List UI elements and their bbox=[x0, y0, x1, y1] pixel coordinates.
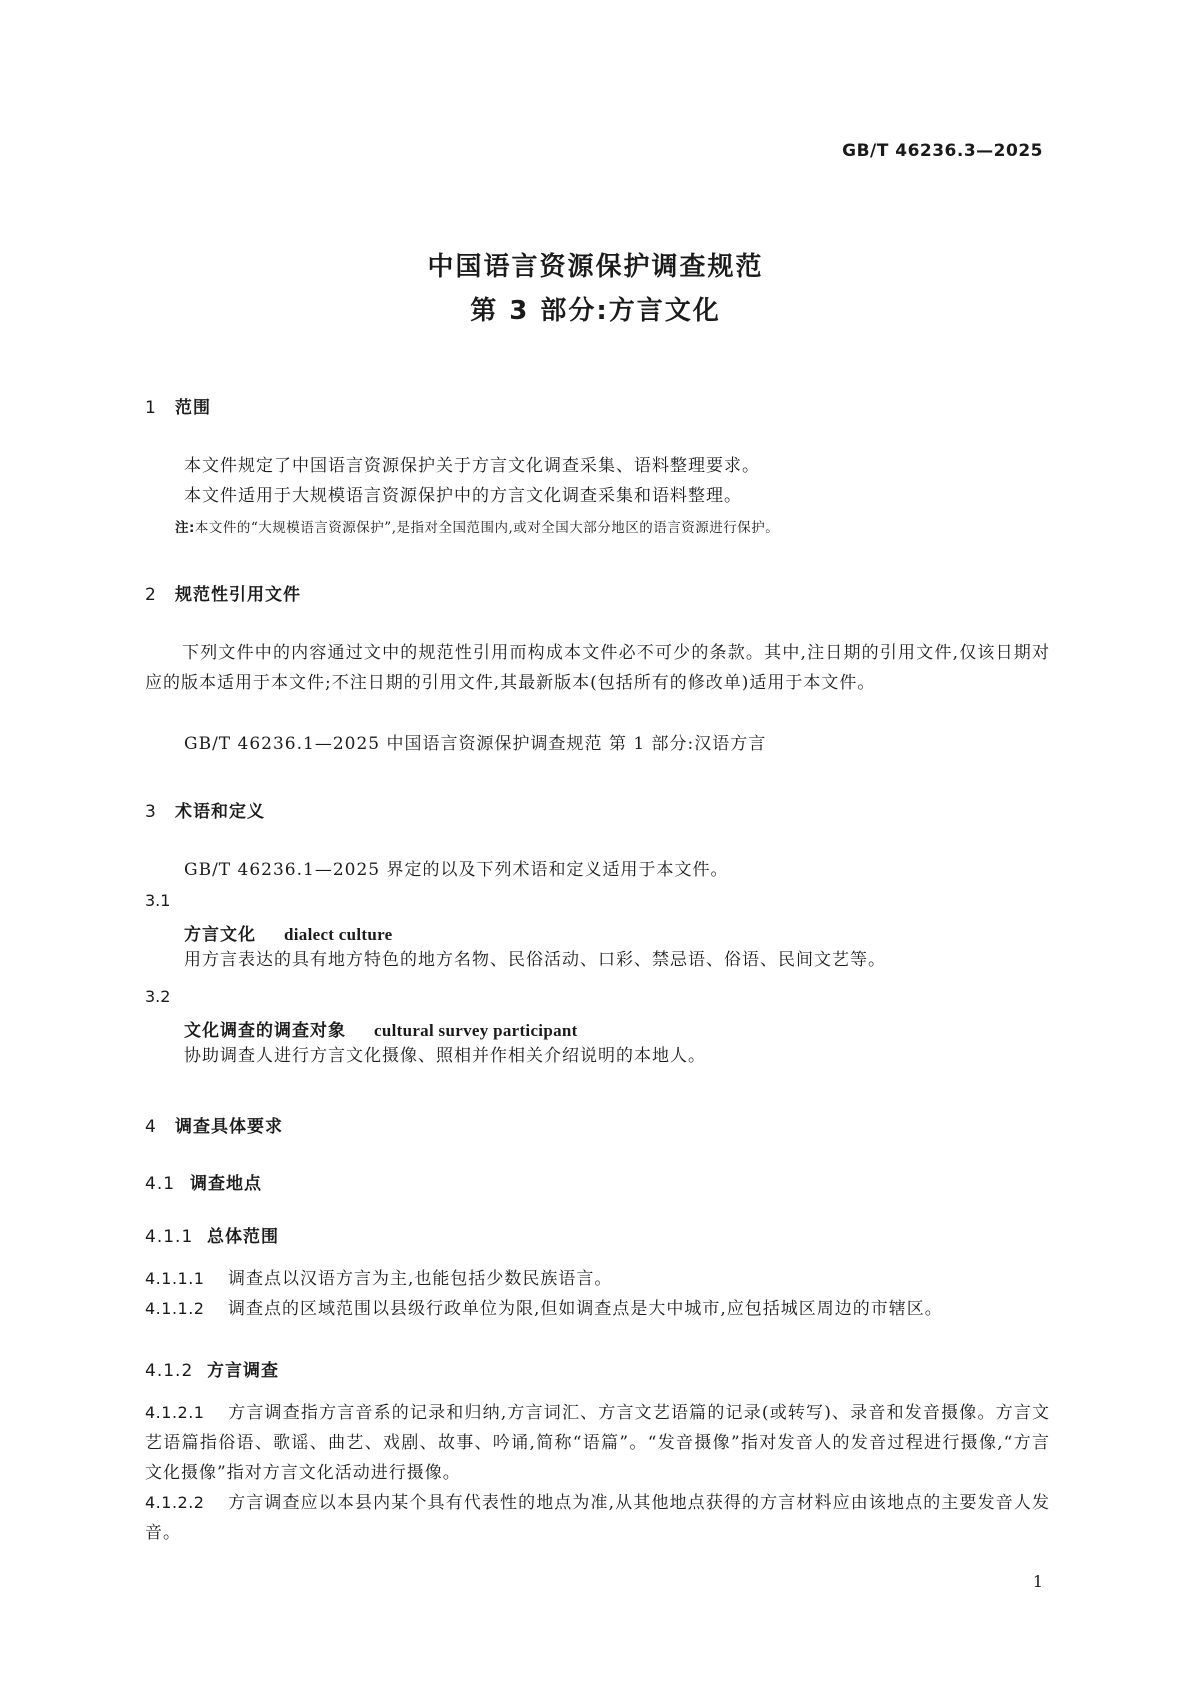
section-4-1-heading bbox=[145, 1169, 262, 1194]
clause-text: 方言调查应以本县内某个具有代表性的地点为准,从其他地点获得的方言材料应由该地点的主要发音人发音。 bbox=[145, 1493, 1050, 1543]
terms-intro: GB/T 46236.1—2025 界定的以及下列术语和定义适用于本文件。 bbox=[184, 860, 729, 880]
document-title: 中国语言资源保护调查规范 bbox=[427, 252, 764, 282]
clause-text: 方言调查指方言音系的记录和归纳,方言词汇、方言文艺语篇的记录(或转写)、录音和发音摄像。方言文艺语篇指俗语、歌谣、曲艺、戏剧、故事、吟诵,简称“语篇”。“发音摄像”指对发音人的发音过程进行摄像,“方言文化摄像”指对方言文化活动进行摄像。 bbox=[145, 1403, 1050, 1483]
clause-number: 4.1.1.1 bbox=[145, 1269, 205, 1288]
clause-4-1-2-2 bbox=[145, 1488, 1050, 1548]
clause-4-1-1-2 bbox=[145, 1294, 943, 1324]
normative-references-paragraph: 下列文件中的内容通过文中的规范性引用而构成本文件必不可少的条款。其中,注日期的引用文件,仅该日期对应的版本适用于本文件;不注日期的引用文件,其最新版本(包括所有的修改单)适用于本文件。 bbox=[145, 643, 1050, 693]
term-entry bbox=[184, 920, 393, 945]
section-number: 4.1.1 bbox=[145, 1227, 194, 1247]
section-number: 4.1.2 bbox=[145, 1361, 194, 1381]
page-number: 1 bbox=[1032, 1572, 1043, 1591]
section-number: 4 bbox=[145, 1117, 157, 1137]
section-title: 方言调查 bbox=[207, 1361, 279, 1381]
clause-number: 4.1.1.2 bbox=[145, 1299, 205, 1318]
term-entry bbox=[184, 1016, 578, 1041]
section-title: 术语和定义 bbox=[175, 802, 265, 822]
term-en: cultural survey participant bbox=[374, 1021, 578, 1040]
document-subtitle: 第 3 部分:方言文化 bbox=[470, 296, 721, 326]
section-4-1-2-heading bbox=[145, 1356, 279, 1381]
section-title: 总体范围 bbox=[207, 1227, 279, 1247]
clause-text: 调查点以汉语方言为主,也能包括少数民族语言。 bbox=[228, 1269, 613, 1289]
section-4-1-1-heading bbox=[145, 1222, 279, 1247]
clause-text: 调查点的区域范围以县级行政单位为限,但如调查点是大中城市,应包括城区周边的市辖区。 bbox=[228, 1299, 943, 1319]
scope-paragraph-2: 本文件适用于大规模语言资源保护中的方言文化调查采集和语料整理。 bbox=[184, 486, 742, 506]
term-definition: 协助调查人进行方言文化摄像、照相并作相关介绍说明的本地人。 bbox=[184, 1046, 706, 1066]
scope-paragraph-1: 本文件规定了中国语言资源保护关于方言文化调查采集、语料整理要求。 bbox=[184, 456, 760, 476]
note-text: 本文件的“大规模语言资源保护”,是指对全国范围内,或对全国大部分地区的语言资源进行保护。 bbox=[194, 520, 780, 536]
note-label: 注: bbox=[175, 520, 195, 536]
term-zh: 文化调查的调查对象 bbox=[184, 1021, 346, 1041]
section-title: 规范性引用文件 bbox=[175, 585, 301, 605]
section-number: 4.1 bbox=[145, 1174, 176, 1194]
clause-4-1-1-1 bbox=[145, 1264, 612, 1294]
term-definition: 用方言表达的具有地方特色的地方名物、民俗活动、口彩、禁忌语、俗语、民间文艺等。 bbox=[184, 950, 886, 970]
section-title: 调查具体要求 bbox=[175, 1117, 283, 1137]
section-4-heading bbox=[145, 1112, 283, 1137]
section-title: 调查地点 bbox=[190, 1174, 262, 1194]
term-zh: 方言文化 bbox=[184, 925, 256, 945]
clause-4-1-2-1 bbox=[145, 1398, 1050, 1488]
term-number: 3.2 bbox=[145, 987, 171, 1006]
term-number: 3.1 bbox=[145, 891, 171, 910]
section-number: 1 bbox=[145, 398, 157, 418]
section-number: 3 bbox=[145, 802, 157, 822]
standard-code: GB/T 46236.3—2025 bbox=[842, 141, 1043, 161]
clause-number: 4.1.2.2 bbox=[145, 1493, 205, 1512]
clause-number: 4.1.2.1 bbox=[145, 1403, 205, 1422]
section-2-heading bbox=[145, 580, 301, 605]
section-number: 2 bbox=[145, 585, 157, 605]
term-en: dialect culture bbox=[284, 925, 393, 944]
scope-note bbox=[175, 516, 779, 536]
section-1-heading bbox=[145, 393, 211, 418]
section-title: 范围 bbox=[175, 398, 211, 418]
section-3-heading bbox=[145, 797, 265, 822]
normative-reference-item: GB/T 46236.1—2025 中国语言资源保护调查规范 第 1 部分:汉语方言 bbox=[184, 734, 767, 754]
